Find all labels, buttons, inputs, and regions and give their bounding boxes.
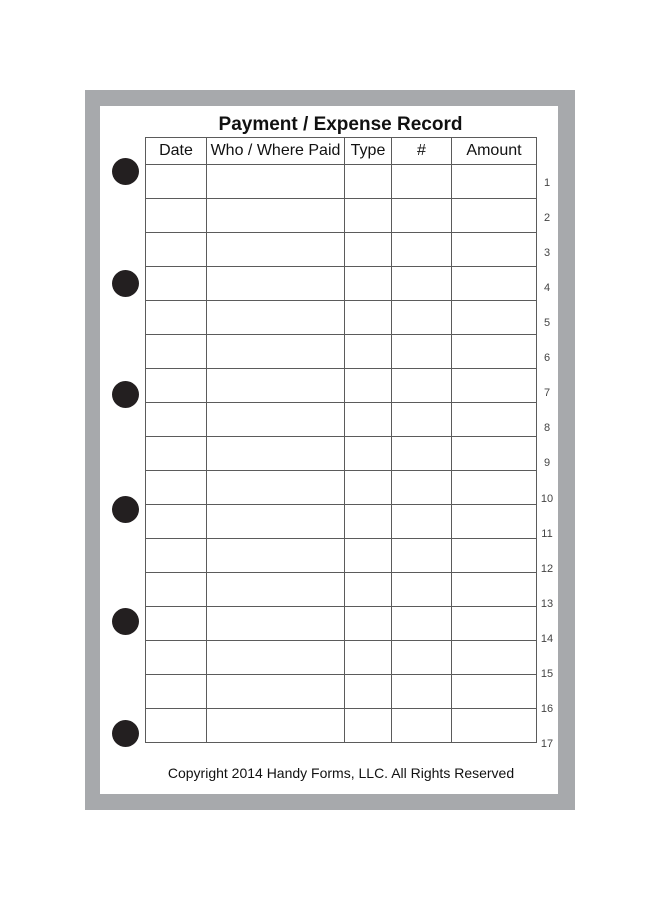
table-row (146, 301, 537, 335)
row-number: 8 (543, 422, 551, 435)
amount-cell[interactable] (452, 233, 537, 267)
date-cell[interactable] (146, 165, 207, 199)
table-row (146, 505, 537, 539)
row-number: 13 (540, 597, 554, 610)
table-row (146, 267, 537, 301)
date-cell[interactable] (146, 607, 207, 641)
amount-cell[interactable] (452, 301, 537, 335)
binder-hole (112, 720, 139, 747)
row-number: 9 (543, 457, 551, 470)
column-header-amount: Amount (452, 138, 537, 165)
date-cell[interactable] (146, 641, 207, 675)
who-where-paid-cell[interactable] (207, 437, 345, 471)
type-cell[interactable] (345, 437, 392, 471)
type-cell[interactable] (345, 573, 392, 607)
binder-hole (112, 270, 139, 297)
table-row (146, 369, 537, 403)
amount-cell[interactable] (452, 641, 537, 675)
row-number: 1 (543, 177, 551, 189)
row-number: 5 (543, 317, 551, 330)
type-cell[interactable] (345, 165, 392, 199)
who-where-paid-cell[interactable] (207, 675, 345, 709)
type-cell[interactable] (345, 403, 392, 437)
date-cell[interactable] (146, 267, 207, 301)
number-cell[interactable] (392, 607, 452, 641)
type-cell[interactable] (345, 505, 392, 539)
amount-cell[interactable] (452, 199, 537, 233)
date-cell[interactable] (146, 301, 207, 335)
table-row (146, 335, 537, 369)
date-cell[interactable] (146, 199, 207, 233)
amount-cell[interactable] (452, 335, 537, 369)
table-row (146, 437, 537, 471)
copyright-notice: Copyright 2014 Handy Forms, LLC. All Rights Reserved (167, 765, 515, 781)
date-cell[interactable] (146, 539, 207, 573)
row-number: 2 (543, 212, 551, 225)
who-where-paid-cell[interactable] (207, 641, 345, 675)
table-row (146, 165, 537, 199)
row-number: 16 (540, 702, 554, 715)
number-cell[interactable] (392, 301, 452, 335)
date-cell[interactable] (146, 471, 207, 505)
column-header-type: Type (345, 138, 392, 165)
table-row (146, 675, 537, 709)
binder-hole (112, 381, 139, 408)
amount-cell[interactable] (452, 369, 537, 403)
who-where-paid-cell[interactable] (207, 301, 345, 335)
amount-cell[interactable] (452, 607, 537, 641)
binder-hole (112, 158, 139, 185)
type-cell[interactable] (345, 199, 392, 233)
table-row (146, 233, 537, 267)
row-number: 12 (540, 562, 554, 575)
number-cell[interactable] (392, 675, 452, 709)
who-where-paid-cell[interactable] (207, 505, 345, 539)
date-cell[interactable] (146, 403, 207, 437)
type-cell[interactable] (345, 709, 392, 743)
amount-cell[interactable] (452, 505, 537, 539)
table-row (146, 641, 537, 675)
row-number: 14 (540, 632, 554, 645)
date-cell[interactable] (146, 675, 207, 709)
who-where-paid-cell[interactable] (207, 267, 345, 301)
number-cell[interactable] (392, 165, 452, 199)
who-where-paid-cell[interactable] (207, 165, 345, 199)
row-number: 6 (543, 352, 551, 365)
amount-cell[interactable] (452, 573, 537, 607)
row-number: 15 (540, 667, 554, 680)
type-cell[interactable] (345, 539, 392, 573)
number-cell[interactable] (392, 233, 452, 267)
who-where-paid-cell[interactable] (207, 471, 345, 505)
date-cell[interactable] (146, 505, 207, 539)
record-table (145, 137, 537, 743)
type-cell[interactable] (345, 369, 392, 403)
who-where-paid-cell[interactable] (207, 539, 345, 573)
date-cell[interactable] (146, 437, 207, 471)
who-where-paid-cell[interactable] (207, 335, 345, 369)
who-where-paid-cell[interactable] (207, 709, 345, 743)
amount-cell[interactable] (452, 267, 537, 301)
row-number: 4 (543, 282, 551, 295)
column-header-date: Date (146, 138, 207, 165)
table-row (146, 403, 537, 437)
number-cell[interactable] (392, 471, 452, 505)
number-cell[interactable] (392, 267, 452, 301)
binder-hole (112, 496, 139, 523)
date-cell[interactable] (146, 709, 207, 743)
form-title: Payment / Expense Record (218, 114, 463, 135)
row-number: 3 (543, 247, 551, 260)
table-row (146, 573, 537, 607)
amount-cell[interactable] (452, 675, 537, 709)
amount-cell[interactable] (452, 709, 537, 743)
table-row (146, 539, 537, 573)
number-cell[interactable] (392, 335, 452, 369)
date-cell[interactable] (146, 573, 207, 607)
row-number: 11 (541, 527, 553, 540)
who-where-paid-cell[interactable] (207, 369, 345, 403)
row-number: 17 (540, 737, 554, 750)
number-cell[interactable] (392, 437, 452, 471)
who-where-paid-cell[interactable] (207, 573, 345, 607)
number-cell[interactable] (392, 403, 452, 437)
type-cell[interactable] (345, 641, 392, 675)
type-cell[interactable] (345, 675, 392, 709)
column-header-number: # (392, 138, 452, 165)
type-cell[interactable] (345, 233, 392, 267)
date-cell[interactable] (146, 369, 207, 403)
number-cell[interactable] (392, 573, 452, 607)
binder-hole (112, 608, 139, 635)
number-cell[interactable] (392, 709, 452, 743)
type-cell[interactable] (345, 301, 392, 335)
number-cell[interactable] (392, 641, 452, 675)
type-cell[interactable] (345, 471, 392, 505)
who-where-paid-cell[interactable] (207, 607, 345, 641)
date-cell[interactable] (146, 233, 207, 267)
number-cell[interactable] (392, 199, 452, 233)
amount-cell[interactable] (452, 539, 537, 573)
amount-cell[interactable] (452, 471, 537, 505)
row-number: 7 (543, 387, 551, 400)
table-row (146, 199, 537, 233)
table-row (146, 709, 537, 743)
type-cell[interactable] (345, 607, 392, 641)
header-row (146, 138, 537, 165)
amount-cell[interactable] (452, 165, 537, 199)
type-cell[interactable] (345, 267, 392, 301)
who-where-paid-cell[interactable] (207, 233, 345, 267)
row-number: 10 (540, 492, 554, 505)
table-row (146, 471, 537, 505)
number-cell[interactable] (392, 505, 452, 539)
table-row (146, 607, 537, 641)
amount-cell[interactable] (452, 437, 537, 471)
number-cell[interactable] (392, 369, 452, 403)
number-cell[interactable] (392, 539, 452, 573)
who-where-paid-cell[interactable] (207, 199, 345, 233)
column-header-who-where-paid: Who / Where Paid (207, 138, 345, 165)
date-cell[interactable] (146, 335, 207, 369)
amount-cell[interactable] (452, 403, 537, 437)
who-where-paid-cell[interactable] (207, 403, 345, 437)
type-cell[interactable] (345, 335, 392, 369)
